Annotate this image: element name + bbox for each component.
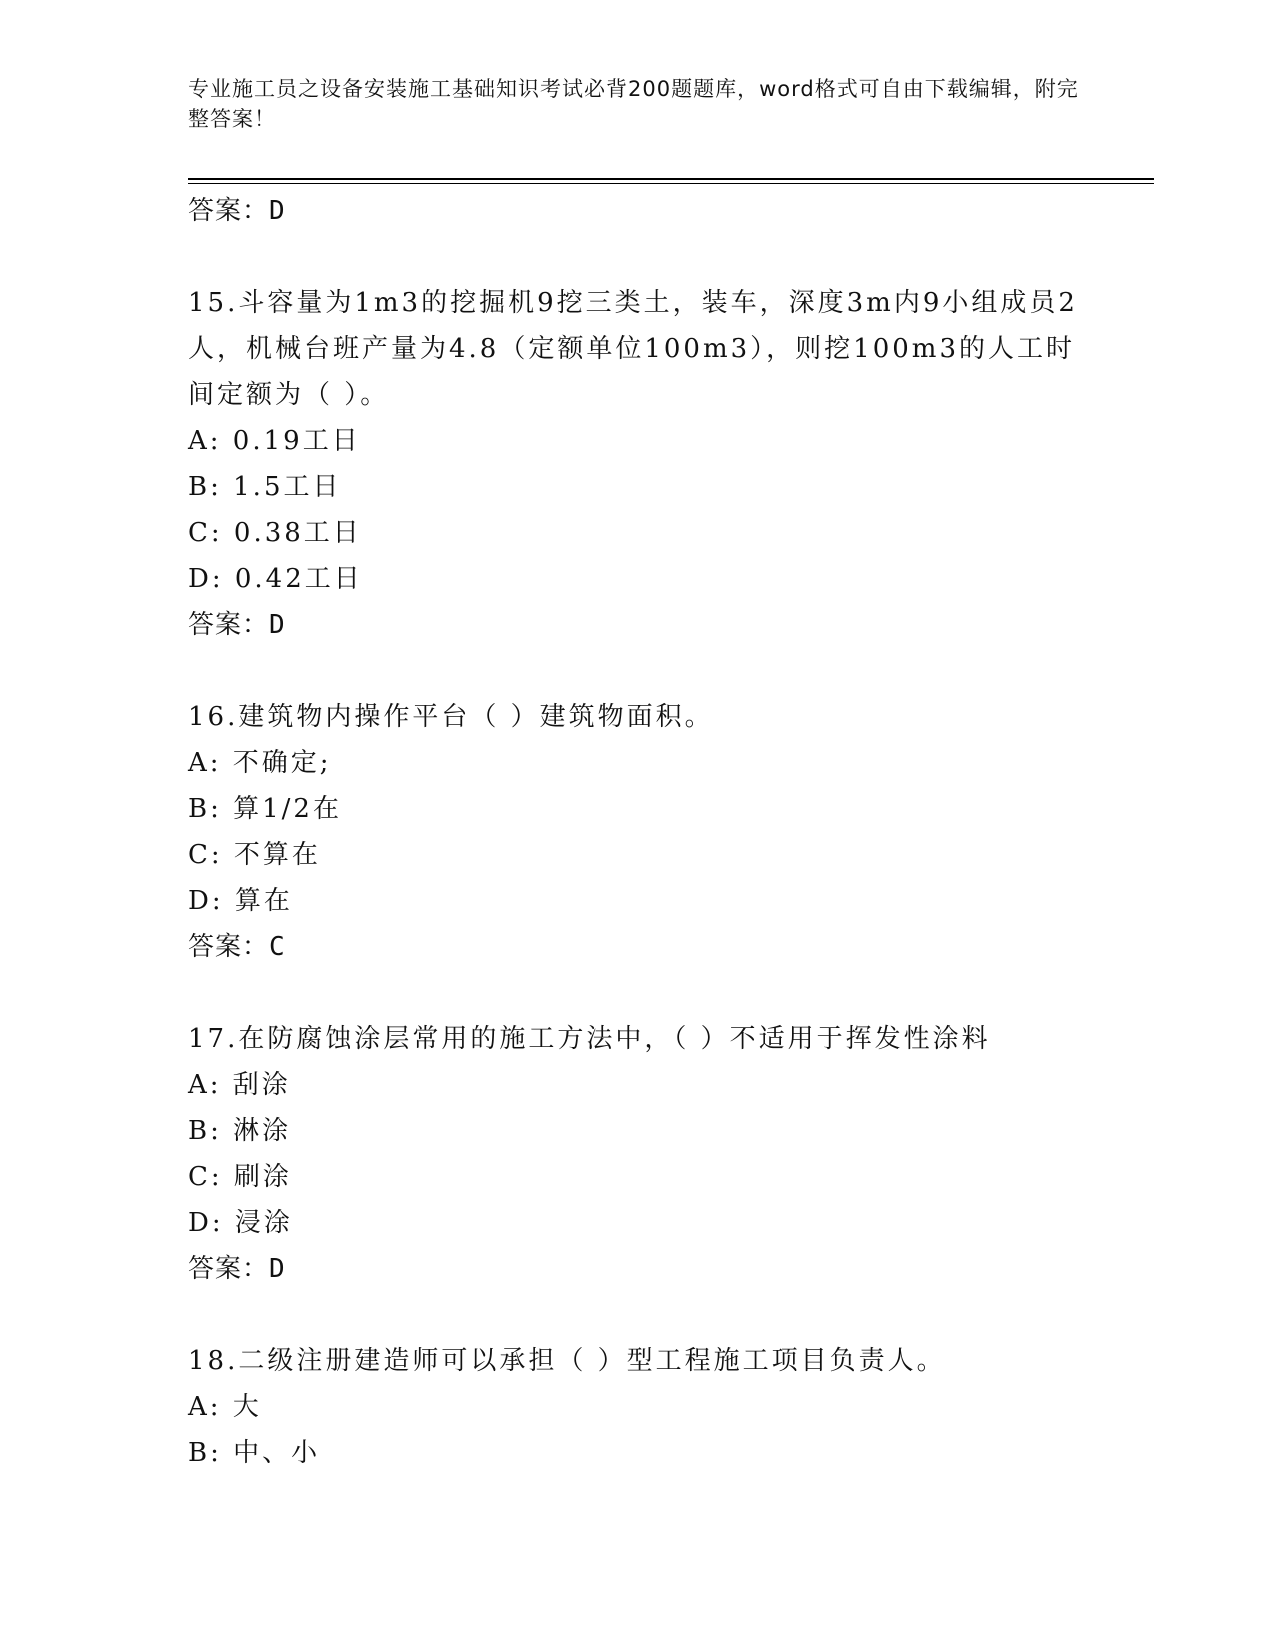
question-text: 15.斗容量为1m3的挖掘机9挖三类土，装车，深度3m内9小组成员2人，机械台班产量为4.8（定额单位100m3），则挖100m3的人工时间定额为（ ）。 xyxy=(188,288,1078,410)
question-block xyxy=(188,1338,1088,1476)
option-d: D: 浸涂 xyxy=(188,1208,293,1238)
answer-line xyxy=(188,188,1088,234)
question-text: 16.建筑物内操作平台（ ）建筑物面积。 xyxy=(188,702,714,732)
question-text: 18.二级注册建造师可以承担（ ）型工程施工项目负责人。 xyxy=(188,1346,946,1376)
option-b: B: 淋涂 xyxy=(188,1116,292,1146)
question-block xyxy=(188,1016,1088,1292)
option-c: C: 0.38工日 xyxy=(188,518,362,548)
question-text: 17.在防腐蚀涂层常用的施工方法中，（ ）不适用于挥发性涂料 xyxy=(188,1024,991,1054)
option-a: A: 0.19工日 xyxy=(188,426,361,456)
header-divider-thin xyxy=(188,183,1154,184)
question-block xyxy=(188,280,1088,648)
answer-value: D xyxy=(269,196,286,226)
header-divider-thick xyxy=(188,178,1154,180)
answer-value: D xyxy=(269,610,286,640)
question-list xyxy=(188,188,1088,1476)
answer-label: 答案： xyxy=(188,610,270,640)
answer-label: 答案： xyxy=(188,196,270,226)
answer-value: C xyxy=(269,932,286,962)
option-d: D: 算在 xyxy=(188,886,293,916)
answer-label: 答案： xyxy=(188,932,270,962)
page-header: 专业施工员之设备安装施工基础知识考试必背200题题库，word格式可自由下载编辑，附完整答案！ xyxy=(188,77,1079,131)
option-b: B: 中、小 xyxy=(188,1438,321,1468)
answer-line xyxy=(188,602,1088,648)
answer-line xyxy=(188,924,1088,970)
option-a: A: 刮涂 xyxy=(188,1070,291,1100)
option-a: A: 大 xyxy=(188,1392,262,1422)
option-c: C: 不算在 xyxy=(188,840,321,870)
option-b: B: 算1/2在 xyxy=(188,794,342,824)
question-block xyxy=(188,694,1088,970)
option-a: A: 不确定; xyxy=(188,748,332,778)
option-c: C: 刷涂 xyxy=(188,1162,292,1192)
answer-label: 答案： xyxy=(188,1254,270,1284)
answer-value: D xyxy=(269,1254,286,1284)
option-d: D: 0.42工日 xyxy=(188,564,363,594)
option-b: B: 1.5工日 xyxy=(188,472,342,502)
answer-line xyxy=(188,1246,1088,1292)
